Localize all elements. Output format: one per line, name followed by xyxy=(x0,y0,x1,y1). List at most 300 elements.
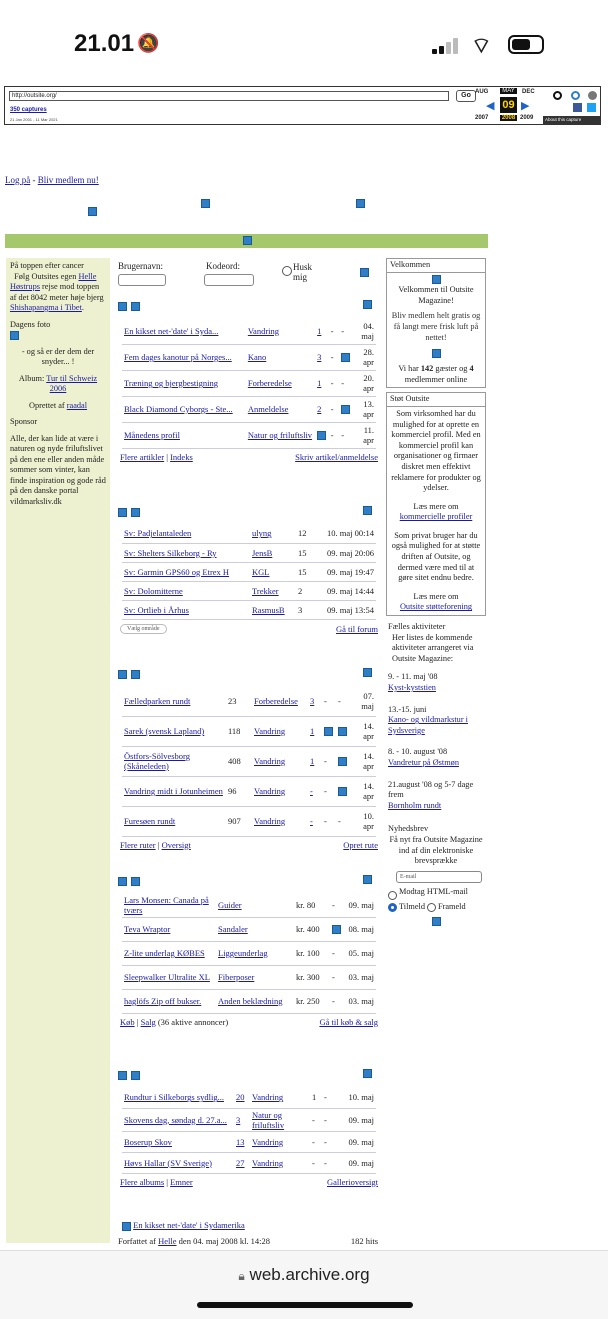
table-row xyxy=(122,917,376,941)
create-route-link[interactable]: Opret rute xyxy=(343,839,378,850)
header-bar xyxy=(5,234,488,248)
forum-date-text: 09. maj 14:44 xyxy=(327,585,374,596)
article-col-a xyxy=(329,370,339,396)
article-date xyxy=(353,318,376,344)
ad-date-text: 05. maj xyxy=(348,948,374,958)
album-photos[interactable] xyxy=(234,1108,250,1131)
ad-col-a xyxy=(330,917,343,941)
route-col-b-text: - xyxy=(338,816,341,826)
welcome-title: Velkommen xyxy=(387,259,485,273)
table-row xyxy=(122,746,376,776)
routes-table xyxy=(122,686,376,837)
forum-topic[interactable] xyxy=(122,543,250,562)
route-category[interactable] xyxy=(252,746,308,776)
rss-icon[interactable] xyxy=(363,300,372,309)
article-category[interactable] xyxy=(246,344,315,370)
wayback-about-button[interactable]: About this capture xyxy=(543,116,600,124)
gallery-link[interactable]: Gallerioversigt xyxy=(327,1176,378,1187)
market-section: Lars Monsen: Canada på tværs Guider kr. 80 - 09. maj Teva Wraptor Sandaler kr. 400 08. maj Z-lite underlag KØBES Liggeunderlag kr. 100 - 05. maj Sleepwalker Ultralite XL Fiberposer kr. 300 - 03. maj haglöfs Zip off bukser. Anden beklædning kr. 250 - 03. maj Køb | Salg (36 aktive annoncer) Gå til køb & salg xyxy=(118,875,380,1027)
forum-topic-text[interactable]: Sv: Garmin GPS60 og Etrex H xyxy=(124,566,230,577)
route-title[interactable] xyxy=(122,716,226,746)
wayback-next-year[interactable]: 2009 xyxy=(520,115,534,121)
forum-replies-text: 3 xyxy=(298,604,303,615)
album-title[interactable] xyxy=(122,1131,234,1152)
route-col-b xyxy=(336,806,349,836)
event-link[interactable]: Kyst-kyststien xyxy=(388,683,436,692)
album-col-b-text: - xyxy=(324,1136,327,1147)
forum-replies xyxy=(296,543,309,562)
forum-user[interactable] xyxy=(250,600,296,619)
username-input[interactable] xyxy=(118,274,166,286)
route-date xyxy=(349,716,376,746)
twitter-icon[interactable] xyxy=(587,103,596,112)
article-col-b xyxy=(339,370,353,396)
forum-topic-text[interactable]: Sv: Padjelantaleden xyxy=(124,528,192,539)
ad-category-text[interactable]: Liggeunderlag xyxy=(218,948,268,958)
album-title[interactable] xyxy=(122,1108,234,1131)
article-date-text: 11. apr xyxy=(363,425,374,445)
broken-image-icon xyxy=(356,199,365,208)
user-icon[interactable] xyxy=(553,91,562,100)
route-title-text[interactable]: Furesøen rundt xyxy=(124,816,176,826)
online-text-3: medlemmer online xyxy=(404,374,468,384)
forum-date xyxy=(309,524,377,543)
route-title[interactable] xyxy=(122,776,226,806)
album-title-text[interactable]: Boserup Skov xyxy=(124,1136,172,1147)
broken-image-icon xyxy=(201,199,210,208)
status-icon xyxy=(341,405,350,414)
article-title-text[interactable]: Black Diamond Cyborgs - Ste... xyxy=(124,404,233,414)
routes-section: Fælledparken rundt 23 Forberedelse 3 - - 07. maj Sarek (svensk Lapland) 118 Vandring 1 14. apr Östfors-Sölvesborg (Skåneleden) 408 Vandring 1 - 14. apr Vandring midt i Jotunheimen 96 Vandring - - 14. apr Furesøen rundt 907 Vandring - - - 10. apr Flere ruter | Oversigt Opret rute xyxy=(118,668,380,850)
table-row xyxy=(122,686,376,716)
help-icon[interactable] xyxy=(571,91,580,100)
route-category-text[interactable]: Vandring xyxy=(254,786,286,796)
table-row xyxy=(122,344,376,370)
route-col-n-text[interactable]: 1 xyxy=(310,756,315,766)
photo-image[interactable] xyxy=(10,331,19,340)
ad-title-text[interactable]: haglöfs Zip off bukser. xyxy=(124,996,202,1006)
forum-user[interactable] xyxy=(250,524,296,543)
route-title-text[interactable]: Vandring midt i Jotunheimen xyxy=(124,786,223,796)
featured-date: den 04. maj 2008 kl. 14:28 xyxy=(178,1235,271,1246)
prev-arrow-icon[interactable]: ◀ xyxy=(486,100,495,112)
ad-col-a-text: - xyxy=(332,899,335,910)
article-date xyxy=(353,344,376,370)
ad-date xyxy=(343,893,376,917)
album-link[interactable]: Tur til Schweiz 2006 xyxy=(46,373,98,393)
event-item xyxy=(388,705,484,737)
ad-title-text[interactable]: Sleepwalker Ultralite XL xyxy=(124,972,210,982)
route-col-n[interactable] xyxy=(308,716,322,746)
route-date-text: 14. apr xyxy=(363,781,374,801)
join-image[interactable] xyxy=(432,349,441,358)
ad-col-a-text: - xyxy=(332,948,335,958)
ad-category[interactable] xyxy=(216,941,294,965)
wifi-icon: ⌔ xyxy=(471,34,492,59)
top-text: Følg Outsites egen xyxy=(14,271,77,281)
forum-topic[interactable] xyxy=(122,581,250,600)
article-col-a xyxy=(329,422,339,448)
table-row xyxy=(122,965,376,989)
album-category[interactable] xyxy=(250,1152,310,1173)
ad-col-a xyxy=(330,965,343,989)
forum-user-text[interactable]: KGL xyxy=(252,566,270,577)
author-link[interactable]: Helle xyxy=(158,1235,177,1246)
route-category[interactable] xyxy=(252,686,308,716)
article-title[interactable] xyxy=(122,396,246,422)
forum-user-text[interactable]: Trekker xyxy=(252,585,279,596)
home-indicator[interactable] xyxy=(197,1302,413,1308)
ad-title[interactable] xyxy=(122,893,216,917)
album-col-a-text: - xyxy=(312,1157,315,1168)
article-title-text[interactable]: Fem dages kanotur på Norges... xyxy=(124,352,232,362)
album-photos-text[interactable]: 13 xyxy=(236,1136,245,1147)
article-comments-text[interactable]: 3 xyxy=(317,352,322,362)
route-category-text[interactable]: Vandring xyxy=(254,756,286,766)
route-length-text: 907 xyxy=(228,816,241,826)
section-icon xyxy=(118,1071,127,1080)
forum-date xyxy=(309,562,377,581)
featured-title-link[interactable]: En kikset net-'date' i Sydamerika xyxy=(133,1220,245,1230)
route-date xyxy=(349,806,376,836)
address-text[interactable]: web.archive.org xyxy=(249,1265,370,1284)
more-routes-link[interactable]: Flere ruter xyxy=(120,839,156,850)
unsubscribe-radio[interactable] xyxy=(427,903,436,912)
online-text-2: gæster og xyxy=(435,364,468,374)
article-comments-text[interactable]: 1 xyxy=(317,325,322,336)
write-article-link[interactable]: Skriv artikel/anmeldelse xyxy=(295,451,378,462)
sell-link[interactable]: Salg xyxy=(140,1016,156,1027)
wayback-captures-link[interactable]: 350 captures xyxy=(10,107,47,113)
route-col-n-text[interactable]: 1 xyxy=(310,726,315,736)
ad-price-text: kr. 80 xyxy=(296,899,316,910)
remember-checkbox[interactable] xyxy=(282,266,292,276)
album-photos[interactable] xyxy=(234,1087,250,1108)
articles-section: En kikset net-'date' i Syda... Vandring 1 - - 04. maj Fem dages kanotur på Norges... Kano 3 - 28. apr Træning og bjergbestigning Forberedelse 1 - - 20. apr Black Diamond Cyborgs - Ste... Anmeldelse 2 - 13. apr Månedens profil Natur og friluftsliv - - 11. apr Flere artikler | Indeks Skriv artikel/anmeldelse xyxy=(118,300,380,462)
forum-user-text[interactable]: JensB xyxy=(252,547,273,558)
album-title-text[interactable]: Høvs Hallar (SV Sverige) xyxy=(124,1157,212,1168)
status-icon xyxy=(338,727,347,736)
article-comments[interactable] xyxy=(315,422,329,448)
ad-title-text[interactable]: Lars Monsen: Canada på tværs xyxy=(124,894,209,915)
wayback-prev-year[interactable]: 2007 xyxy=(475,115,489,121)
support-association-link[interactable]: Outsite støtteforening xyxy=(399,602,473,612)
bell-muted-icon: 🔕 xyxy=(137,33,160,54)
forum-replies xyxy=(296,562,309,581)
album-date xyxy=(334,1152,376,1173)
album-col-a xyxy=(310,1087,322,1108)
status-icon xyxy=(338,787,347,796)
route-col-n[interactable] xyxy=(308,686,322,716)
created-by-link[interactable]: raadal xyxy=(66,400,88,410)
forum-topic-text[interactable]: Sv: Ortlieb i Århus xyxy=(124,604,189,615)
helle-link[interactable]: Helle Høstrups xyxy=(10,271,97,291)
article-comments[interactable] xyxy=(315,370,329,396)
rss-icon[interactable] xyxy=(363,668,372,677)
wayback-go-button[interactable]: Go xyxy=(456,90,476,102)
ad-title[interactable] xyxy=(122,941,216,965)
article-icon xyxy=(122,1222,131,1231)
article-date-text: 13. apr xyxy=(363,399,374,419)
table-row xyxy=(122,543,376,562)
album-category-text[interactable]: Vandring xyxy=(252,1092,284,1103)
route-date xyxy=(349,776,376,806)
route-category-text[interactable]: Vandring xyxy=(254,816,286,826)
route-title-text[interactable]: Sarek (svensk Lapland) xyxy=(124,726,205,736)
ad-col-a-text: - xyxy=(332,972,335,982)
support-text: Som virksomhed har du mulighed for at oprette en kommerciel profil. Med en kommerciel profil kan organisationer og firmaer diskret men effektivt reklamere for produkter og ydelser. xyxy=(391,408,481,493)
forum-topic[interactable] xyxy=(122,524,250,543)
forum-user[interactable] xyxy=(250,562,296,581)
article-comments[interactable] xyxy=(315,318,329,344)
article-title[interactable] xyxy=(122,422,246,448)
forum-date-text: 09. maj 20:06 xyxy=(327,547,374,558)
route-length xyxy=(226,746,252,776)
article-category-text[interactable]: Forberedelse xyxy=(247,378,292,388)
overview-link[interactable]: Oversigt xyxy=(161,839,191,850)
album-col-b-text: - xyxy=(324,1092,327,1103)
article-category-text[interactable]: Natur og friluftsliv xyxy=(247,430,313,440)
facebook-icon[interactable] xyxy=(573,103,582,112)
route-col-n[interactable] xyxy=(308,806,322,836)
album-category-text[interactable]: Vandring xyxy=(252,1157,284,1168)
newsletter-title: Nyhedsbrev xyxy=(388,824,429,834)
top-text-2: rejse mod toppen af det 8042 meter høje bjerg xyxy=(10,282,104,302)
rss-icon[interactable] xyxy=(363,506,372,515)
clock: 21.01 xyxy=(74,30,135,57)
album-title-text[interactable]: Rundtur i Silkeborgs sydlig... xyxy=(124,1092,224,1103)
album-date-text: 10. maj xyxy=(348,1092,374,1103)
ad-category[interactable] xyxy=(216,893,294,917)
ad-date xyxy=(343,917,376,941)
route-col-n[interactable] xyxy=(308,746,322,776)
route-title-text[interactable]: Fælledparken rundt xyxy=(124,695,191,706)
forum-replies-text: 12 xyxy=(298,528,307,539)
route-col-a-text: - xyxy=(324,695,327,706)
forum-user[interactable] xyxy=(250,581,296,600)
topics-link[interactable]: Emner xyxy=(170,1176,193,1187)
album-category-text[interactable]: Vandring xyxy=(252,1136,284,1147)
active-ads: (36 aktive annoncer) xyxy=(157,1016,229,1027)
article-comments[interactable] xyxy=(315,396,329,422)
ad-col-a xyxy=(330,941,343,965)
album-category-text[interactable]: Natur og friluftsliv xyxy=(252,1109,285,1130)
forum-topic[interactable] xyxy=(122,600,250,619)
login-button-icon[interactable] xyxy=(360,268,369,277)
article-title-text[interactable]: Månedens profil xyxy=(124,430,180,440)
route-col-a-text: - xyxy=(324,756,327,766)
album-photos-text[interactable]: 3 xyxy=(236,1114,241,1125)
album-col-b xyxy=(322,1087,334,1108)
ad-date xyxy=(343,941,376,965)
article-category[interactable] xyxy=(246,396,315,422)
article-category-text[interactable]: Vandring xyxy=(247,325,280,336)
forum-user-text[interactable]: RasmusB xyxy=(252,604,285,615)
route-title[interactable] xyxy=(122,806,226,836)
ad-title[interactable] xyxy=(122,989,216,1013)
article-title[interactable] xyxy=(122,344,246,370)
album-date-text: 09. maj xyxy=(348,1136,374,1147)
rss-icon[interactable] xyxy=(363,875,372,884)
album-col-b xyxy=(322,1152,334,1173)
route-length xyxy=(226,806,252,836)
article-col-b-text: - xyxy=(341,430,345,440)
event-item xyxy=(388,747,484,768)
buy-link[interactable]: Køb xyxy=(120,1016,135,1027)
album-photos[interactable] xyxy=(234,1152,250,1173)
article-col-b xyxy=(339,422,353,448)
route-date-text: 14. apr xyxy=(363,751,374,771)
articles-table xyxy=(122,318,376,449)
article-category[interactable] xyxy=(246,422,315,448)
join-link[interactable]: Bliv medlem nu! xyxy=(37,175,99,185)
browser-address-bar xyxy=(0,1250,608,1319)
route-category[interactable] xyxy=(252,716,308,746)
subscribe-radio[interactable] xyxy=(388,903,397,912)
welcome-text: Velkommen til Outsite Magazine! xyxy=(398,285,474,305)
join-text: Bliv medlem helt gratis og få langt mere frisk luft på nettet! xyxy=(391,311,481,342)
album-title-text[interactable]: Skovens dag, søndag d. 27.a... xyxy=(124,1114,227,1125)
support-title: Støt Outsite xyxy=(387,393,485,407)
album-photos[interactable] xyxy=(234,1131,250,1152)
wayback-url-input[interactable]: http://outsite.org/ xyxy=(9,91,449,101)
password-input[interactable] xyxy=(204,274,254,286)
rss-icon[interactable] xyxy=(363,1069,372,1078)
article-col-b xyxy=(339,344,353,370)
route-col-n[interactable] xyxy=(308,776,322,806)
article-comments[interactable] xyxy=(315,344,329,370)
ad-category-text[interactable]: Fiberposer xyxy=(218,972,255,982)
ad-category-text[interactable]: Anden beklædning xyxy=(218,996,283,1006)
html-mail-checkbox[interactable] xyxy=(388,891,397,900)
route-length-text: 118 xyxy=(228,726,241,736)
ad-category-text[interactable]: Sandaler xyxy=(218,924,248,934)
more-albums-link[interactable]: Flere albums xyxy=(120,1176,165,1187)
commercial-profile-link[interactable]: kommercielle profiler xyxy=(399,512,473,522)
article-comments-text[interactable]: 1 xyxy=(317,378,322,388)
album-photos-text[interactable]: 27 xyxy=(236,1157,245,1168)
album-col-b xyxy=(322,1131,334,1152)
album-col-a xyxy=(310,1108,322,1131)
go-market-link[interactable]: Gå til køb & salg xyxy=(319,1016,378,1027)
table-row xyxy=(122,581,376,600)
event-link[interactable]: Kano- og vildmarkstur i Sydsverige xyxy=(388,715,468,735)
album-category[interactable] xyxy=(250,1131,310,1152)
route-category[interactable] xyxy=(252,806,308,836)
event-date: 9. - 11. maj '08 xyxy=(388,672,438,682)
ad-col-a xyxy=(330,893,343,917)
route-length-text: 96 xyxy=(228,786,237,796)
table-row xyxy=(122,716,376,746)
route-title[interactable] xyxy=(122,686,226,716)
wayback-prev-month[interactable]: AUG xyxy=(475,89,489,95)
index-link[interactable]: Indeks xyxy=(170,451,193,462)
route-title-text[interactable]: Östfors-Sölvesborg (Skåneleden) xyxy=(124,751,190,771)
ad-category-text[interactable]: Guider xyxy=(218,899,242,910)
ad-date xyxy=(343,989,376,1013)
ad-price xyxy=(294,917,330,941)
route-col-n-text[interactable]: - xyxy=(310,816,313,826)
forum-area-select[interactable]: Vælg område xyxy=(120,624,167,634)
route-col-n-text[interactable]: - xyxy=(310,786,313,796)
album-col-b-text: - xyxy=(324,1157,327,1168)
album-category[interactable] xyxy=(250,1108,310,1131)
event-link[interactable]: Bornholm rundt xyxy=(388,800,442,810)
route-category[interactable] xyxy=(252,776,308,806)
album-title[interactable] xyxy=(122,1087,234,1108)
article-col-b xyxy=(339,318,353,344)
albums-table xyxy=(122,1087,376,1174)
newsletter-submit-icon[interactable] xyxy=(432,917,441,926)
online-guests: 142 xyxy=(420,364,434,374)
album-label: Album: xyxy=(18,373,45,383)
article-col-b-text: - xyxy=(341,325,345,336)
article-category-text[interactable]: Anmeldelse xyxy=(247,404,289,414)
article-comments-text[interactable]: 2 xyxy=(317,404,322,414)
go-forum-link[interactable]: Gå til forum xyxy=(335,623,378,634)
event-link[interactable]: Vandretur på Østmøn xyxy=(388,757,459,767)
route-category-text[interactable]: Forberedelse xyxy=(254,695,298,706)
article-title-text[interactable]: Træning og bjergbestigning xyxy=(124,378,218,388)
forum-topic[interactable] xyxy=(122,562,250,581)
shishapangma-link[interactable]: Shishapangma i Tibet xyxy=(10,303,82,312)
route-title[interactable] xyxy=(122,746,226,776)
route-col-a xyxy=(322,806,336,836)
album-title[interactable] xyxy=(122,1152,234,1173)
route-category-text[interactable]: Vandring xyxy=(254,726,286,736)
wayback-current-year: 2008 xyxy=(501,115,516,121)
forum-topic-text[interactable]: Sv: Shelters Silkeborg - Ry xyxy=(124,547,217,558)
close-icon[interactable] xyxy=(588,91,597,100)
route-date-text: 10. apr xyxy=(363,811,374,831)
album-col-a-text: - xyxy=(312,1114,315,1125)
ad-title-text[interactable]: Z-lite underlag KØBES xyxy=(124,948,205,958)
login-link[interactable]: Log på xyxy=(5,175,31,185)
wayback-next-month[interactable]: DEC xyxy=(522,89,535,95)
forum-date-text: 09. maj 13:54 xyxy=(327,604,374,615)
ad-title[interactable] xyxy=(122,965,216,989)
newsletter-email-input[interactable]: E-mail xyxy=(396,871,482,883)
article-title[interactable] xyxy=(122,318,246,344)
route-col-n-text[interactable]: 3 xyxy=(310,695,315,706)
article-category-text[interactable]: Kano xyxy=(247,352,267,362)
album-category[interactable] xyxy=(250,1087,310,1108)
login-form xyxy=(118,260,378,290)
article-title-text[interactable]: En kikset net-'date' i Syda... xyxy=(124,325,219,336)
ad-title[interactable] xyxy=(122,917,216,941)
ad-category[interactable] xyxy=(216,917,294,941)
status-icon xyxy=(324,727,333,736)
ad-category[interactable] xyxy=(216,965,294,989)
ad-col-a-text: - xyxy=(332,996,335,1006)
article-category[interactable] xyxy=(246,370,315,396)
ad-category[interactable] xyxy=(216,989,294,1013)
album-col-b-text: - xyxy=(324,1114,327,1125)
next-arrow-icon[interactable]: ▶ xyxy=(521,100,530,112)
article-title[interactable] xyxy=(122,370,246,396)
forum-topic-text[interactable]: Sv: Dolomitterne xyxy=(124,585,183,596)
article-category[interactable] xyxy=(246,318,315,344)
albums-section: Rundtur i Silkeborgs sydlig... 20 Vandring 1 - 10. maj Skovens dag, søndag d. 27.a... 3 Natur og friluftsliv - - 09. maj Boserup Skov 13 Vandring - - 09. maj Høvs Hallar (SV Sverige) 27 Vandring - - 09. maj Flere albums | Emner Gallerioversigt xyxy=(118,1069,380,1187)
forum-user[interactable] xyxy=(250,543,296,562)
album-photos-text[interactable]: 20 xyxy=(236,1092,245,1103)
forum-user-text[interactable]: ulyng xyxy=(252,528,272,539)
ad-title-text[interactable]: Teva Wraptor xyxy=(124,924,171,934)
article-date xyxy=(353,422,376,448)
more-articles-link[interactable]: Flere artikler xyxy=(120,451,165,462)
table-row xyxy=(122,422,376,448)
route-col-b-text: - xyxy=(338,695,341,706)
